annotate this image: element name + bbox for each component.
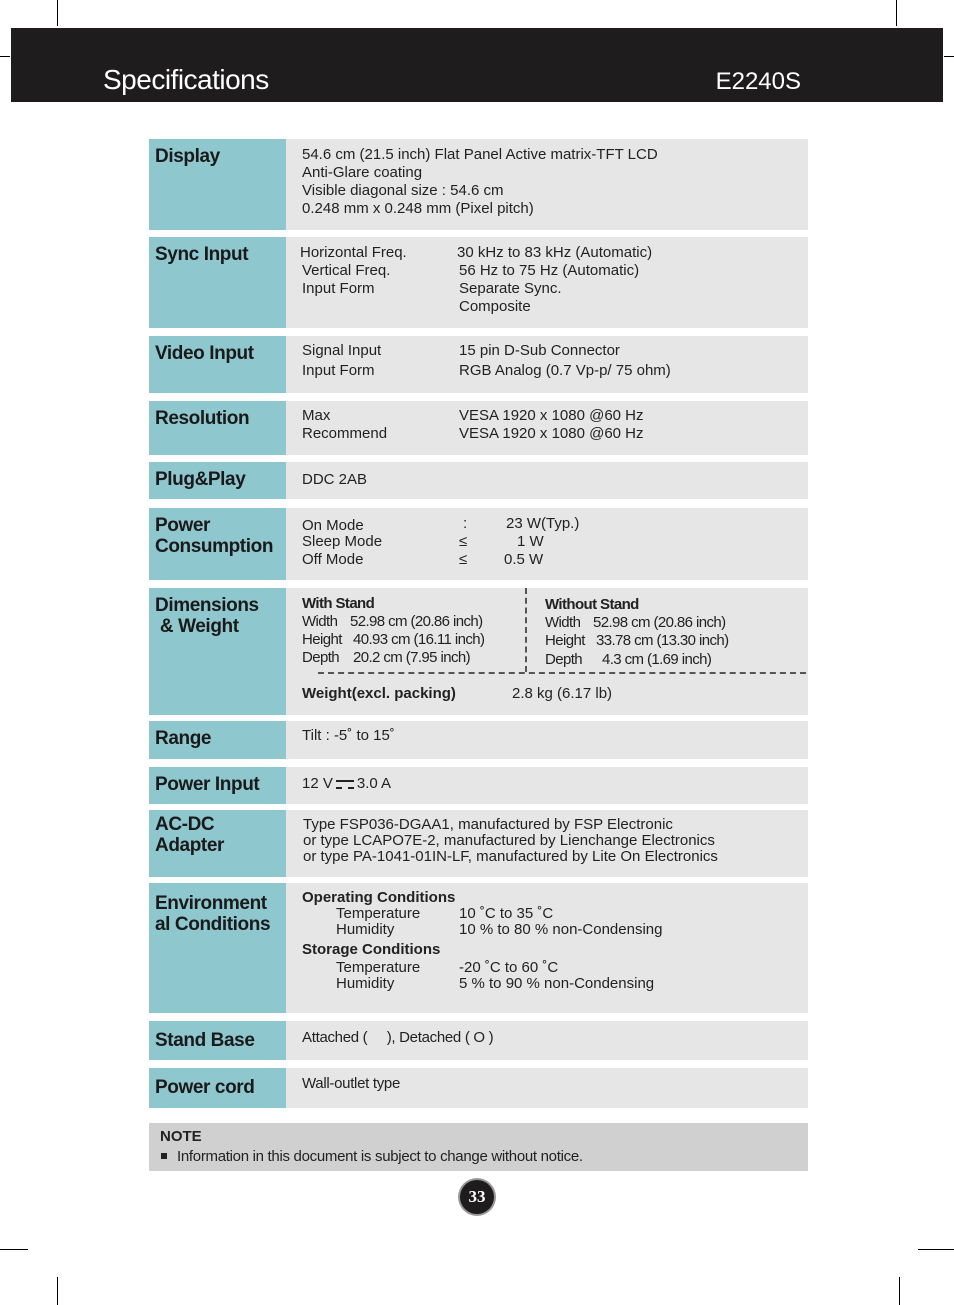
page-title: Specifications [103, 64, 269, 95]
spec-value [286, 810, 808, 877]
spec-label: Resolution [149, 401, 286, 455]
crop-mark [944, 56, 954, 57]
display-line-4: 0.248 mm x 0.248 mm (Pixel pitch) [302, 200, 534, 217]
note-title: NOTE [160, 1128, 202, 1145]
with-stand-value: 40.93 cm (16.11 inch) [353, 631, 485, 648]
spec-label: Power Consumption [149, 508, 286, 580]
spec-row-plug-and-play [149, 462, 808, 499]
bullet-square-icon [161, 1153, 167, 1159]
model-number: E2240S [715, 68, 801, 95]
display-line-2: Anti-Glare coating [302, 164, 423, 181]
page-header [11, 28, 943, 102]
resolution-key: Recommend [302, 425, 388, 442]
sync-key: Input Form [302, 280, 375, 297]
plug-value: DDC 2AB [302, 471, 368, 488]
crop-mark [896, 0, 897, 26]
spec-row-power-input [149, 767, 808, 804]
weight-key: Weight(excl. packing) [302, 685, 456, 702]
spec-row-ac-dc-adapter [149, 810, 808, 877]
spec-value [286, 767, 808, 804]
spec-value [286, 139, 808, 230]
sync-value: 30 kHz to 83 kHz (Automatic) [457, 244, 653, 261]
with-stand-key: Height [302, 631, 342, 648]
env-value: 5 % to 90 % non-Condensing [459, 975, 655, 992]
spec-row-power-cord [149, 1068, 808, 1108]
env-key: Temperature [336, 905, 421, 922]
spec-row-display [149, 139, 808, 230]
without-stand-value: 33.78 cm (13.30 inch) [596, 632, 729, 649]
power-key: Sleep Mode [302, 533, 383, 550]
crop-mark [899, 1277, 900, 1305]
spec-row-sync-input [149, 237, 808, 328]
spec-label: Power Input [149, 767, 286, 804]
env-value: 10 % to 80 % non-Condensing [459, 921, 663, 938]
spec-row-resolution [149, 401, 808, 455]
spec-label: Range [149, 721, 286, 759]
video-key: Input Form [302, 362, 375, 379]
power-value: 23 W(Typ.) [506, 515, 580, 532]
spec-value [286, 401, 808, 455]
spec-row-environmental-conditions [149, 883, 808, 1013]
without-stand-title: Without Stand [545, 596, 639, 613]
crop-mark [0, 56, 10, 57]
sync-key: Vertical Freq. [302, 262, 391, 279]
with-stand-value: 52.98 cm (20.86 inch) [350, 613, 483, 630]
spec-row-stand-base [149, 1021, 808, 1060]
power-symbol: ≤ [459, 551, 468, 568]
weight-value: 2.8 kg (6.17 lb) [512, 685, 613, 702]
power-input-value: 12 V 3.0 A [302, 775, 392, 792]
without-stand-key: Height [545, 632, 585, 649]
spec-value [286, 1021, 808, 1060]
spec-label: AC-DC Adapter [149, 810, 286, 877]
stand-value: Attached ( ), Detached ( O ) [302, 1029, 494, 1046]
spec-label: Video Input [149, 336, 286, 393]
spec-row-power-consumption [149, 508, 808, 580]
spec-row-dimensions-weight [149, 588, 808, 715]
adapter-line-2: or type LCAPO7E-2, manufactured by Lienchange Electronics [303, 832, 715, 849]
spec-value [286, 588, 808, 715]
weight-divider [318, 672, 806, 674]
adapter-line-3: or type PA-1041-01IN-LF, manufactured by Lite On Electronics [303, 848, 718, 865]
operating-conditions-title: Operating Conditions [302, 889, 456, 906]
spec-value [286, 1068, 808, 1108]
video-value: 15 pin D-Sub Connector [459, 342, 620, 359]
display-line-1: 54.6 cm (21.5 inch) Flat Panel Active matrix-TFT LCD [302, 146, 658, 163]
spec-label: Display [149, 139, 286, 230]
note-box [149, 1123, 808, 1171]
sync-value: Composite [459, 298, 531, 315]
spec-value [286, 336, 808, 393]
note-text: Information in this document is subject to change without notice. [177, 1148, 583, 1165]
adapter-line-1: Type FSP036-DGAA1, manufactured by FSP Electronic [303, 816, 673, 833]
spec-row-range [149, 721, 808, 759]
power-symbol: : [463, 515, 468, 532]
video-value: RGB Analog (0.7 Vp-p/ 75 ohm) [459, 362, 671, 379]
with-stand-key: Width [302, 613, 338, 630]
crop-mark [0, 1249, 28, 1250]
without-stand-key: Width [545, 614, 581, 631]
power-symbol: ≤ [459, 533, 468, 550]
with-stand-key: Depth [302, 649, 340, 666]
env-value: 10 ˚C to 35 ˚C [459, 905, 554, 922]
cord-value: Wall-outlet type [302, 1075, 401, 1092]
resolution-value: VESA 1920 x 1080 @60 Hz [459, 407, 644, 424]
sync-value: 56 Hz to 75 Hz (Automatic) [459, 262, 640, 279]
without-stand-value: 52.98 cm (20.86 inch) [593, 614, 726, 631]
crop-mark [57, 0, 58, 26]
spec-row-video-input [149, 336, 808, 393]
spec-value [286, 508, 808, 580]
without-stand-key: Depth [545, 651, 583, 668]
spec-label: Sync Input [149, 237, 286, 328]
crop-mark [57, 1277, 58, 1305]
storage-conditions-title: Storage Conditions [302, 941, 441, 958]
without-stand-value: 4.3 cm (1.69 inch) [602, 651, 712, 668]
spec-value [286, 237, 808, 328]
power-key: On Mode [302, 517, 364, 534]
range-value: Tilt : -5˚ to 15˚ [302, 727, 395, 744]
page-number: 33 [460, 1180, 494, 1214]
sync-value: Separate Sync. [459, 280, 562, 297]
with-stand-title: With Stand [302, 595, 375, 612]
power-value: 1 W [517, 533, 544, 550]
spec-value [286, 462, 808, 499]
spec-label: Power cord [149, 1068, 286, 1108]
spec-label: Plug&Play [149, 462, 286, 499]
with-stand-value: 20.2 cm (7.95 inch) [353, 649, 470, 666]
resolution-key: Max [302, 407, 331, 424]
spec-label: Stand Base [149, 1021, 286, 1060]
env-key: Temperature [336, 959, 421, 976]
display-line-3: Visible diagonal size : 54.6 cm [302, 182, 504, 199]
env-key: Humidity [336, 975, 395, 992]
spec-value [286, 883, 808, 1013]
spec-value [286, 721, 808, 759]
spec-label: Dimensions & Weight [149, 588, 286, 715]
power-value: 0.5 W [504, 551, 544, 568]
env-key: Humidity [336, 921, 395, 938]
spec-label: Environment al Conditions [149, 883, 286, 1013]
video-key: Signal Input [302, 342, 382, 359]
sync-key: Horizontal Freq. [300, 244, 407, 261]
env-value: -20 ˚C to 60 ˚C [459, 959, 559, 976]
resolution-value: VESA 1920 x 1080 @60 Hz [459, 425, 644, 442]
dc-symbol-icon [336, 780, 354, 789]
crop-mark [918, 1249, 954, 1250]
dimension-column-divider [525, 588, 527, 672]
power-key: Off Mode [302, 551, 364, 568]
